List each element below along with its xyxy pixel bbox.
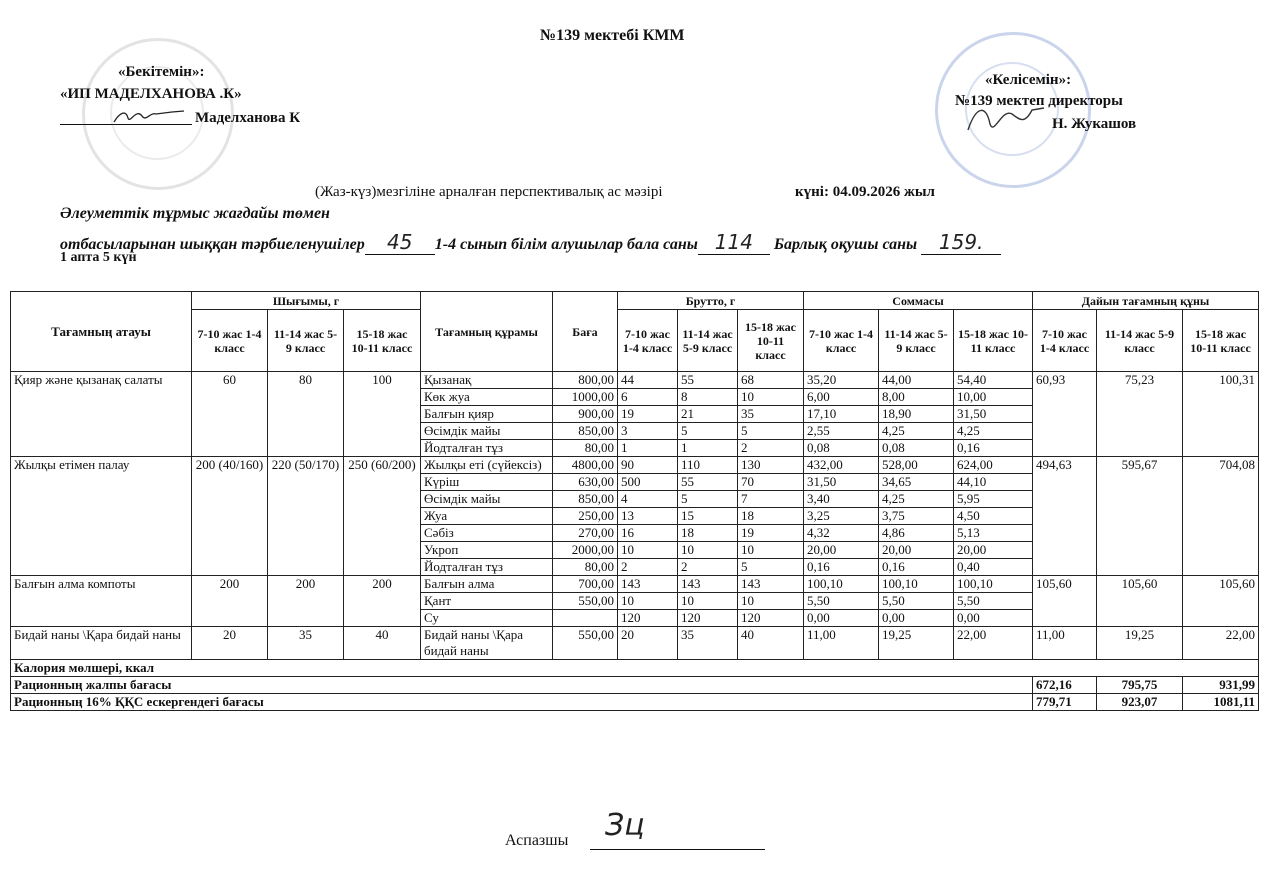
brutto-col-2: 11-14 жас 5-9 класс (678, 310, 738, 372)
ingredient-name: Жуа (421, 508, 553, 525)
sum-col-1: 7-10 жас 1-4 класс (804, 310, 879, 372)
out-col-3: 15-18 жас 10-11 класс (344, 310, 421, 372)
ingredient-sum: 6,00 (804, 389, 879, 406)
calorie-row (11, 660, 1259, 677)
dish-output: 200 (192, 576, 268, 627)
ingredient-sum: 17,10 (804, 406, 879, 423)
ready-col-1: 7-10 жас 1-4 класс (1033, 310, 1097, 372)
ingredient-sum: 54,40 (954, 372, 1033, 389)
ready-cost: 105,60 (1097, 576, 1183, 627)
ready-cost: 595,67 (1097, 457, 1183, 576)
ingredient-brutto: 120 (618, 610, 678, 627)
ready-cost: 11,00 (1033, 627, 1097, 660)
ingredient-sum: 100,10 (879, 576, 954, 593)
ingredient-brutto: 2 (678, 559, 738, 576)
ingredient-name: Укроп (421, 542, 553, 559)
ingredient-name: Жылқы еті (сүйексіз) (421, 457, 553, 474)
menu-date: күні: 04.09.2026 жыл (795, 184, 935, 200)
vat-price-value: 779,71 (1033, 694, 1097, 711)
total-price-row (11, 677, 1259, 694)
ingredient-brutto: 44 (618, 372, 678, 389)
ingredient-brutto: 35 (738, 406, 804, 423)
ingredient-price: 80,00 (553, 440, 618, 457)
ingredient-name: Қант (421, 593, 553, 610)
ingredient-sum: 5,13 (954, 525, 1033, 542)
ingredient-sum: 5,50 (804, 593, 879, 610)
sum-col-2: 11-14 жас 5-9 класс (879, 310, 954, 372)
ingredient-sum: 4,25 (954, 423, 1033, 440)
ingredient-sum: 3,25 (804, 508, 879, 525)
ingredient-name: Сәбіз (421, 525, 553, 542)
ingredient-brutto: 55 (678, 372, 738, 389)
social-line2: отбасыларынан шыққан тәрбиеленушілер (60, 236, 365, 253)
ingredient-sum: 4,25 (879, 423, 954, 440)
h-output: Шығымы, г (192, 292, 421, 310)
ready-cost: 494,63 (1033, 457, 1097, 576)
out-col-1: 7-10 жас 1-4 класс (192, 310, 268, 372)
dish-output: 100 (344, 372, 421, 457)
director-signature (962, 100, 1048, 140)
ingredient-brutto: 10 (738, 389, 804, 406)
ingredient-brutto: 10 (618, 593, 678, 610)
ingredient-price: 250,00 (553, 508, 618, 525)
ingredient-brutto: 35 (678, 627, 738, 660)
total-price-label: Рационның жалпы бағасы (11, 677, 1033, 694)
ingredient-brutto: 10 (618, 542, 678, 559)
social-count: 45 (365, 230, 435, 255)
brutto-col-3: 15-18 жас 10-11 класс (738, 310, 804, 372)
dish-name: Балғын алма компоты (11, 576, 192, 627)
ingredient-brutto: 1 (678, 440, 738, 457)
ingredient-sum: 20,00 (804, 542, 879, 559)
ingredient-sum: 0,08 (804, 440, 879, 457)
h-price: Баға (553, 292, 618, 372)
ingredient-sum: 0,40 (954, 559, 1033, 576)
ingredient-price: 80,00 (553, 559, 618, 576)
ingredient-sum: 19,25 (879, 627, 954, 660)
ingredient-name: Йодталған тұз (421, 559, 553, 576)
ingredient-sum: 0,16 (804, 559, 879, 576)
ingredient-brutto: 19 (618, 406, 678, 423)
cook-signature-line (590, 849, 765, 850)
table-row (11, 576, 1259, 593)
cook-signature: Зц (605, 808, 645, 843)
approver-name: Маделханова К (195, 110, 301, 126)
calorie-label: Калория мөлшері, ккал (11, 660, 1259, 677)
ingredient-brutto: 5 (738, 559, 804, 576)
ingredient-brutto: 40 (738, 627, 804, 660)
ready-cost: 100,31 (1183, 372, 1259, 457)
vat-price-row (11, 694, 1259, 711)
total-label: Барлық оқушы саны (773, 236, 918, 253)
ready-cost: 704,08 (1183, 457, 1259, 576)
ready-cost: 19,25 (1097, 627, 1183, 660)
ingredient-sum: 5,50 (879, 593, 954, 610)
ingredient-sum: 2,55 (804, 423, 879, 440)
social-line2-row (60, 230, 1001, 255)
ingredient-price: 700,00 (553, 576, 618, 593)
brutto-col-1: 7-10 жас 1-4 класс (618, 310, 678, 372)
ingredient-sum: 0,00 (804, 610, 879, 627)
menu-table (10, 291, 1259, 711)
approver-org: «ИП МАДЕЛХАНОВА .К» (60, 86, 242, 102)
vat-price-label: Рационның 16% ҚҚС ескергендегі бағасы (11, 694, 1033, 711)
h-brutto: Брутто, г (618, 292, 804, 310)
ingredient-brutto: 8 (678, 389, 738, 406)
ingredient-brutto: 5 (678, 491, 738, 508)
ingredient-brutto: 68 (738, 372, 804, 389)
ingredient-sum: 18,90 (879, 406, 954, 423)
total-price-value: 931,99 (1183, 677, 1259, 694)
out-col-2: 11-14 жас 5-9 класс (268, 310, 344, 372)
ingredient-brutto: 5 (738, 423, 804, 440)
table-row (11, 372, 1259, 389)
dish-output: 40 (344, 627, 421, 660)
ingredient-brutto: 2 (618, 559, 678, 576)
ingredient-name: Балғын алма (421, 576, 553, 593)
ingredient-brutto: 19 (738, 525, 804, 542)
ingredient-brutto: 5 (678, 423, 738, 440)
ingredient-name: Су (421, 610, 553, 627)
ingredient-sum: 31,50 (954, 406, 1033, 423)
total-count: 159. (921, 230, 1001, 255)
week-label: 1 апта 5 күн (60, 250, 137, 265)
ingredient-name: Балғын қияр (421, 406, 553, 423)
ingredient-name: Өсімдік майы (421, 491, 553, 508)
ingredient-sum: 0,16 (954, 440, 1033, 457)
ingredient-sum: 4,50 (954, 508, 1033, 525)
ingredient-brutto: 143 (618, 576, 678, 593)
sum-col-3: 15-18 жас 10-11 класс (954, 310, 1033, 372)
dish-output: 35 (268, 627, 344, 660)
ingredient-brutto: 110 (678, 457, 738, 474)
dish-output: 200 (40/160) (192, 457, 268, 576)
h-composition: Тағамның құрамы (421, 292, 553, 372)
ready-cost: 60,93 (1033, 372, 1097, 457)
ingredient-price: 270,00 (553, 525, 618, 542)
dish-output: 80 (268, 372, 344, 457)
ingredient-brutto: 500 (618, 474, 678, 491)
pupils-label: 1-4 сынып білім алушылар бала саны (434, 236, 698, 253)
ingredient-brutto: 143 (678, 576, 738, 593)
agree-name: Н. Жукашов (1052, 116, 1137, 132)
ingredient-brutto: 90 (618, 457, 678, 474)
ingredient-brutto: 18 (738, 508, 804, 525)
ingredient-price: 550,00 (553, 593, 618, 610)
ingredient-brutto: 10 (678, 593, 738, 610)
ingredient-sum: 22,00 (954, 627, 1033, 660)
ready-cost: 105,60 (1033, 576, 1097, 627)
approver-signature (110, 102, 190, 130)
ingredient-name: Бидай наны \Қара бидай наны (421, 627, 553, 660)
ingredient-price: 4800,00 (553, 457, 618, 474)
dish-name: Қияр және қызанақ салаты (11, 372, 192, 457)
dish-output: 20 (192, 627, 268, 660)
ingredient-brutto: 10 (738, 593, 804, 610)
ingredient-sum: 4,86 (879, 525, 954, 542)
ingredient-sum: 10,00 (954, 389, 1033, 406)
ingredient-name: Көк жуа (421, 389, 553, 406)
dish-output: 60 (192, 372, 268, 457)
ingredient-name: Күріш (421, 474, 553, 491)
ingredient-brutto: 15 (678, 508, 738, 525)
ingredient-sum: 8,00 (879, 389, 954, 406)
ingredient-brutto: 4 (618, 491, 678, 508)
pupils-count: 114 (698, 230, 770, 255)
ingredient-price: 800,00 (553, 372, 618, 389)
dish-output: 220 (50/170) (268, 457, 344, 576)
ingredient-sum: 4,25 (879, 491, 954, 508)
ingredient-brutto: 20 (618, 627, 678, 660)
ingredient-sum: 0,00 (879, 610, 954, 627)
ingredient-brutto: 2 (738, 440, 804, 457)
ingredient-brutto: 120 (678, 610, 738, 627)
dish-name: Жылқы етімен палау (11, 457, 192, 576)
dish-output: 200 (344, 576, 421, 627)
dish-output: 200 (268, 576, 344, 627)
vat-price-value: 1081,11 (1183, 694, 1259, 711)
ingredient-sum: 624,00 (954, 457, 1033, 474)
ingredient-brutto: 18 (678, 525, 738, 542)
ready-col-3: 15-18 жас 10-11 класс (1183, 310, 1259, 372)
ready-col-2: 11-14 жас 5-9 класс (1097, 310, 1183, 372)
dish-name: Бидай наны \Қара бидай наны (11, 627, 192, 660)
ingredient-brutto: 143 (738, 576, 804, 593)
total-price-value: 672,16 (1033, 677, 1097, 694)
agree-label: «Келісемін»: (985, 72, 1072, 88)
ingredient-brutto: 6 (618, 389, 678, 406)
ingredient-price: 2000,00 (553, 542, 618, 559)
ingredient-sum: 44,10 (954, 474, 1033, 491)
ingredient-sum: 3,40 (804, 491, 879, 508)
ingredient-brutto: 21 (678, 406, 738, 423)
ingredient-sum: 3,75 (879, 508, 954, 525)
ingredient-sum: 100,10 (954, 576, 1033, 593)
ingredient-sum: 5,50 (954, 593, 1033, 610)
ingredient-price: 630,00 (553, 474, 618, 491)
ingredient-price: 1000,00 (553, 389, 618, 406)
ingredient-price: 850,00 (553, 423, 618, 440)
school-title: №139 мектебі КММ (540, 27, 685, 44)
ready-cost: 22,00 (1183, 627, 1259, 660)
social-line1: Әлеуметтік тұрмыс жағдайы төмен (60, 205, 330, 222)
ingredient-sum: 0,16 (879, 559, 954, 576)
ingredient-brutto: 3 (618, 423, 678, 440)
ingredient-sum: 20,00 (879, 542, 954, 559)
ingredient-brutto: 13 (618, 508, 678, 525)
ingredient-brutto: 55 (678, 474, 738, 491)
ingredient-sum: 0,00 (954, 610, 1033, 627)
ingredient-sum: 100,10 (804, 576, 879, 593)
ready-cost: 75,23 (1097, 372, 1183, 457)
ingredient-sum: 31,50 (804, 474, 879, 491)
table-row (11, 627, 1259, 660)
approve-label: «Бекітемін»: (118, 64, 205, 80)
ingredient-price: 850,00 (553, 491, 618, 508)
ingredient-name: Йодталған тұз (421, 440, 553, 457)
ready-cost: 105,60 (1183, 576, 1259, 627)
ingredient-sum: 35,20 (804, 372, 879, 389)
dish-output: 250 (60/200) (344, 457, 421, 576)
ingredient-sum: 34,65 (879, 474, 954, 491)
ingredient-brutto: 7 (738, 491, 804, 508)
vat-price-value: 923,07 (1097, 694, 1183, 711)
ingredient-brutto: 1 (618, 440, 678, 457)
total-price-value: 795,75 (1097, 677, 1183, 694)
h-sum: Соммасы (804, 292, 1033, 310)
ingredient-sum: 528,00 (879, 457, 954, 474)
ingredient-sum: 0,08 (879, 440, 954, 457)
ingredient-brutto: 120 (738, 610, 804, 627)
ingredient-brutto: 10 (678, 542, 738, 559)
ingredient-brutto: 130 (738, 457, 804, 474)
ingredient-sum: 20,00 (954, 542, 1033, 559)
ingredient-brutto: 16 (618, 525, 678, 542)
ingredient-name: Қызанақ (421, 372, 553, 389)
table-row (11, 457, 1259, 474)
ingredient-sum: 44,00 (879, 372, 954, 389)
ingredient-sum: 11,00 (804, 627, 879, 660)
h-ready: Дайын тағамның құны (1033, 292, 1259, 310)
ingredient-sum: 5,95 (954, 491, 1033, 508)
ingredient-sum: 4,32 (804, 525, 879, 542)
ingredient-brutto: 10 (738, 542, 804, 559)
ingredient-name: Өсімдік майы (421, 423, 553, 440)
ingredient-price: 550,00 (553, 627, 618, 660)
cook-label: Аспазшы (505, 832, 569, 849)
ingredient-sum: 432,00 (804, 457, 879, 474)
ingredient-price: 900,00 (553, 406, 618, 423)
ingredient-brutto: 70 (738, 474, 804, 491)
agree-title: №139 мектеп директоры (955, 93, 1123, 109)
menu-title: (Жаз-күз)мезгіліне арналған перспективалық ас мәзірі (315, 184, 663, 200)
h-dish: Тағамның атауы (11, 292, 192, 372)
ingredient-price (553, 610, 618, 627)
